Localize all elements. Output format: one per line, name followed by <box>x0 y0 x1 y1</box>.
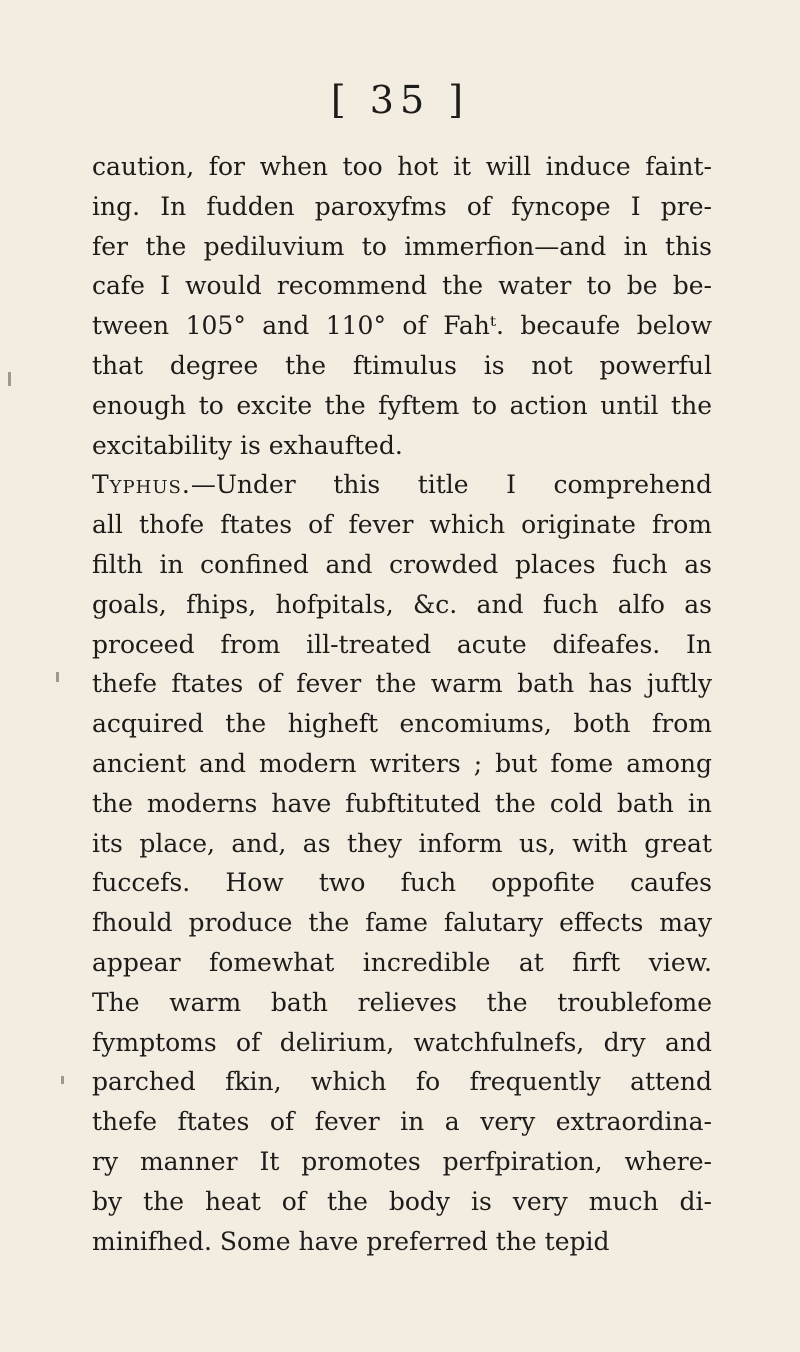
body-text <box>92 147 712 1261</box>
text-line: enough to excite the fyftem to action until the <box>92 390 712 420</box>
margin-speck <box>8 372 11 386</box>
margin-speck <box>56 672 59 682</box>
text-line: caution, for when too hot it will induce faint- <box>92 152 712 181</box>
text-line: all thofe ftates of fever which originate from <box>92 510 712 540</box>
text-line: goals, fhips, hofpitals, &c. and fuch alfo as <box>92 589 712 619</box>
text-line: fhould produce the fame falutary effects may <box>92 908 712 938</box>
text-line: minifhed. Some have preferred the tepid <box>92 1226 610 1256</box>
text-line: ry manner It promotes perfpiration, where- <box>92 1146 712 1176</box>
text-line: the moderns have fubftituted the cold bath in <box>92 788 712 818</box>
text-line: thefe ftates of fever in a very extraordina- <box>92 1107 712 1137</box>
text-line: tween 105° and 110° of Fahᵗ. becaufe below <box>92 311 712 341</box>
text-line: fuccefs. How two fuch oppofite caufes <box>92 868 712 898</box>
section-heading-line <box>92 465 712 505</box>
text-line: fer the pediluvium to immerfion—and in this <box>92 231 712 261</box>
margin-speck <box>61 1076 64 1084</box>
text-line: its place, and, as they inform us, with great <box>92 828 712 858</box>
text-line: acquired the higheft encomiums, both from <box>92 709 712 739</box>
page-number: [ 35 ] <box>330 78 470 122</box>
text-line: ancient and modern writers ; but fome among <box>92 748 712 778</box>
text-line: parched fkin, which fo frequently attend <box>92 1067 712 1097</box>
text-line: proceed from ill-treated acute difeafes. In <box>92 629 712 659</box>
text-line: appear fomewhat incredible at firft view. <box>92 947 712 977</box>
text-line: that degree the ftimulus is not powerful <box>92 350 712 380</box>
text-line: excitability is exhaufted. <box>92 430 403 460</box>
text-line: ing. In fudden paroxyfms of fyncope I pre- <box>92 191 712 221</box>
text-line: by the heat of the body is very much di- <box>92 1186 712 1216</box>
text-line: filth in confined and crowded places fuch as <box>92 549 712 579</box>
text-line: cafe I would recommend the water to be be- <box>92 271 712 301</box>
text-line: —Under this title I comprehend <box>190 470 712 500</box>
section-heading: Typhus. <box>92 470 191 500</box>
text-line: The warm bath relieves the troublefome <box>92 987 712 1017</box>
text-line: thefe ftates of fever the warm bath has juftly <box>92 669 712 699</box>
text-line: fymptoms of delirium, watchfulnefs, dry and <box>92 1027 712 1057</box>
